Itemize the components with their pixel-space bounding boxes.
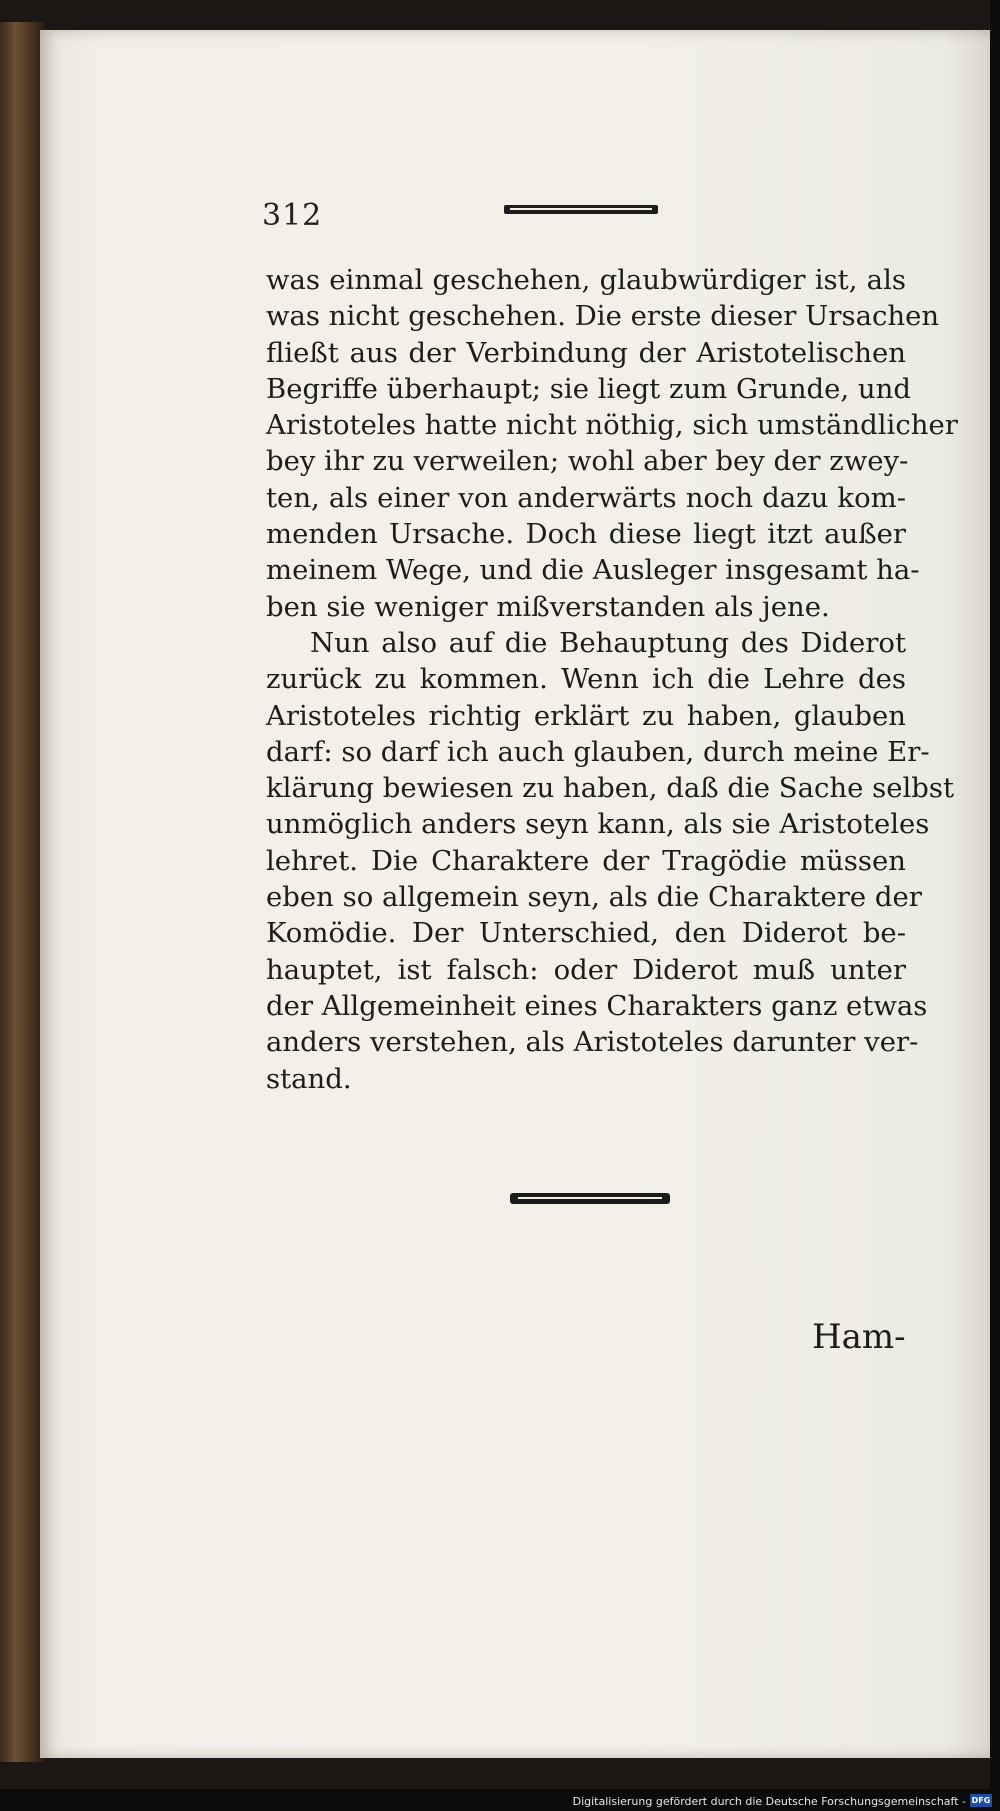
scan-edge <box>990 0 1000 1811</box>
text-line: bey ihr zu verweilen; wohl aber bey der zwey- <box>266 445 909 478</box>
text-line: was nicht geschehen. Die erste dieser Ursachen <box>266 300 940 333</box>
footer-bar <box>0 1789 1000 1811</box>
section-end-rule <box>510 1193 670 1204</box>
text-line: hauptet, ist falsch: oder Diderot muß unter <box>266 953 906 986</box>
page-number: 312 <box>262 198 323 233</box>
text-line: Nun also auf die Behauptung des Diderot <box>310 626 906 659</box>
text-line: ben sie weniger mißverstanden als jene. <box>266 590 830 623</box>
text-line: lehret. Die Charaktere der Tragödie müssen <box>266 844 906 877</box>
text-line: stand. <box>266 1062 352 1095</box>
text-line: klärung bewiesen zu haben, daß die Sache selbst <box>266 772 955 805</box>
text-line: menden Ursache. Doch diese liegt itzt außer <box>266 518 906 551</box>
text-line: ten, als einer von anderwärts noch dazu kom- <box>266 481 906 514</box>
page-body <box>266 262 958 1097</box>
book-spine <box>0 22 44 1762</box>
text-line: eben so allgemein seyn, als die Charaktere der <box>266 881 922 914</box>
text-line: was einmal geschehen, glaubwürdiger ist, als <box>266 264 906 296</box>
text-line: darf: so darf ich auch glauben, durch meine Er- <box>266 735 930 768</box>
text-line: unmöglich anders seyn kann, als sie Aristoteles <box>266 808 930 841</box>
paragraph-2 <box>266 625 955 1097</box>
paragraph-1 <box>266 262 958 625</box>
footer-credit: Digitalisierung gefördert durch die Deutsche Forschungsgemeinschaft - <box>572 1795 966 1808</box>
dfg-logo-icon: DFG <box>971 1796 991 1805</box>
text-line: Aristoteles hatte nicht nöthig, sich umständlicher <box>266 409 958 442</box>
header-rule <box>504 205 658 214</box>
text-line: anders verstehen, als Aristoteles darunter ver- <box>266 1026 919 1059</box>
text-line: meinem Wege, und die Ausleger insgesamt ha- <box>266 554 920 587</box>
text-line: fließt aus der Verbindung der Aristotelischen <box>266 336 906 369</box>
text-line: der Allgemeinheit eines Charakters ganz etwas <box>266 989 928 1022</box>
text-line: zurück zu kommen. Wenn ich die Lehre des <box>266 663 906 696</box>
text-line: Begriffe überhaupt; sie liegt zum Grunde, und <box>266 372 911 405</box>
text-line: Komödie. Der Unterschied, den Diderot be- <box>266 917 906 950</box>
catchword: Ham- <box>812 1317 906 1357</box>
text-line: Aristoteles richtig erklärt zu haben, glauben <box>266 699 906 732</box>
